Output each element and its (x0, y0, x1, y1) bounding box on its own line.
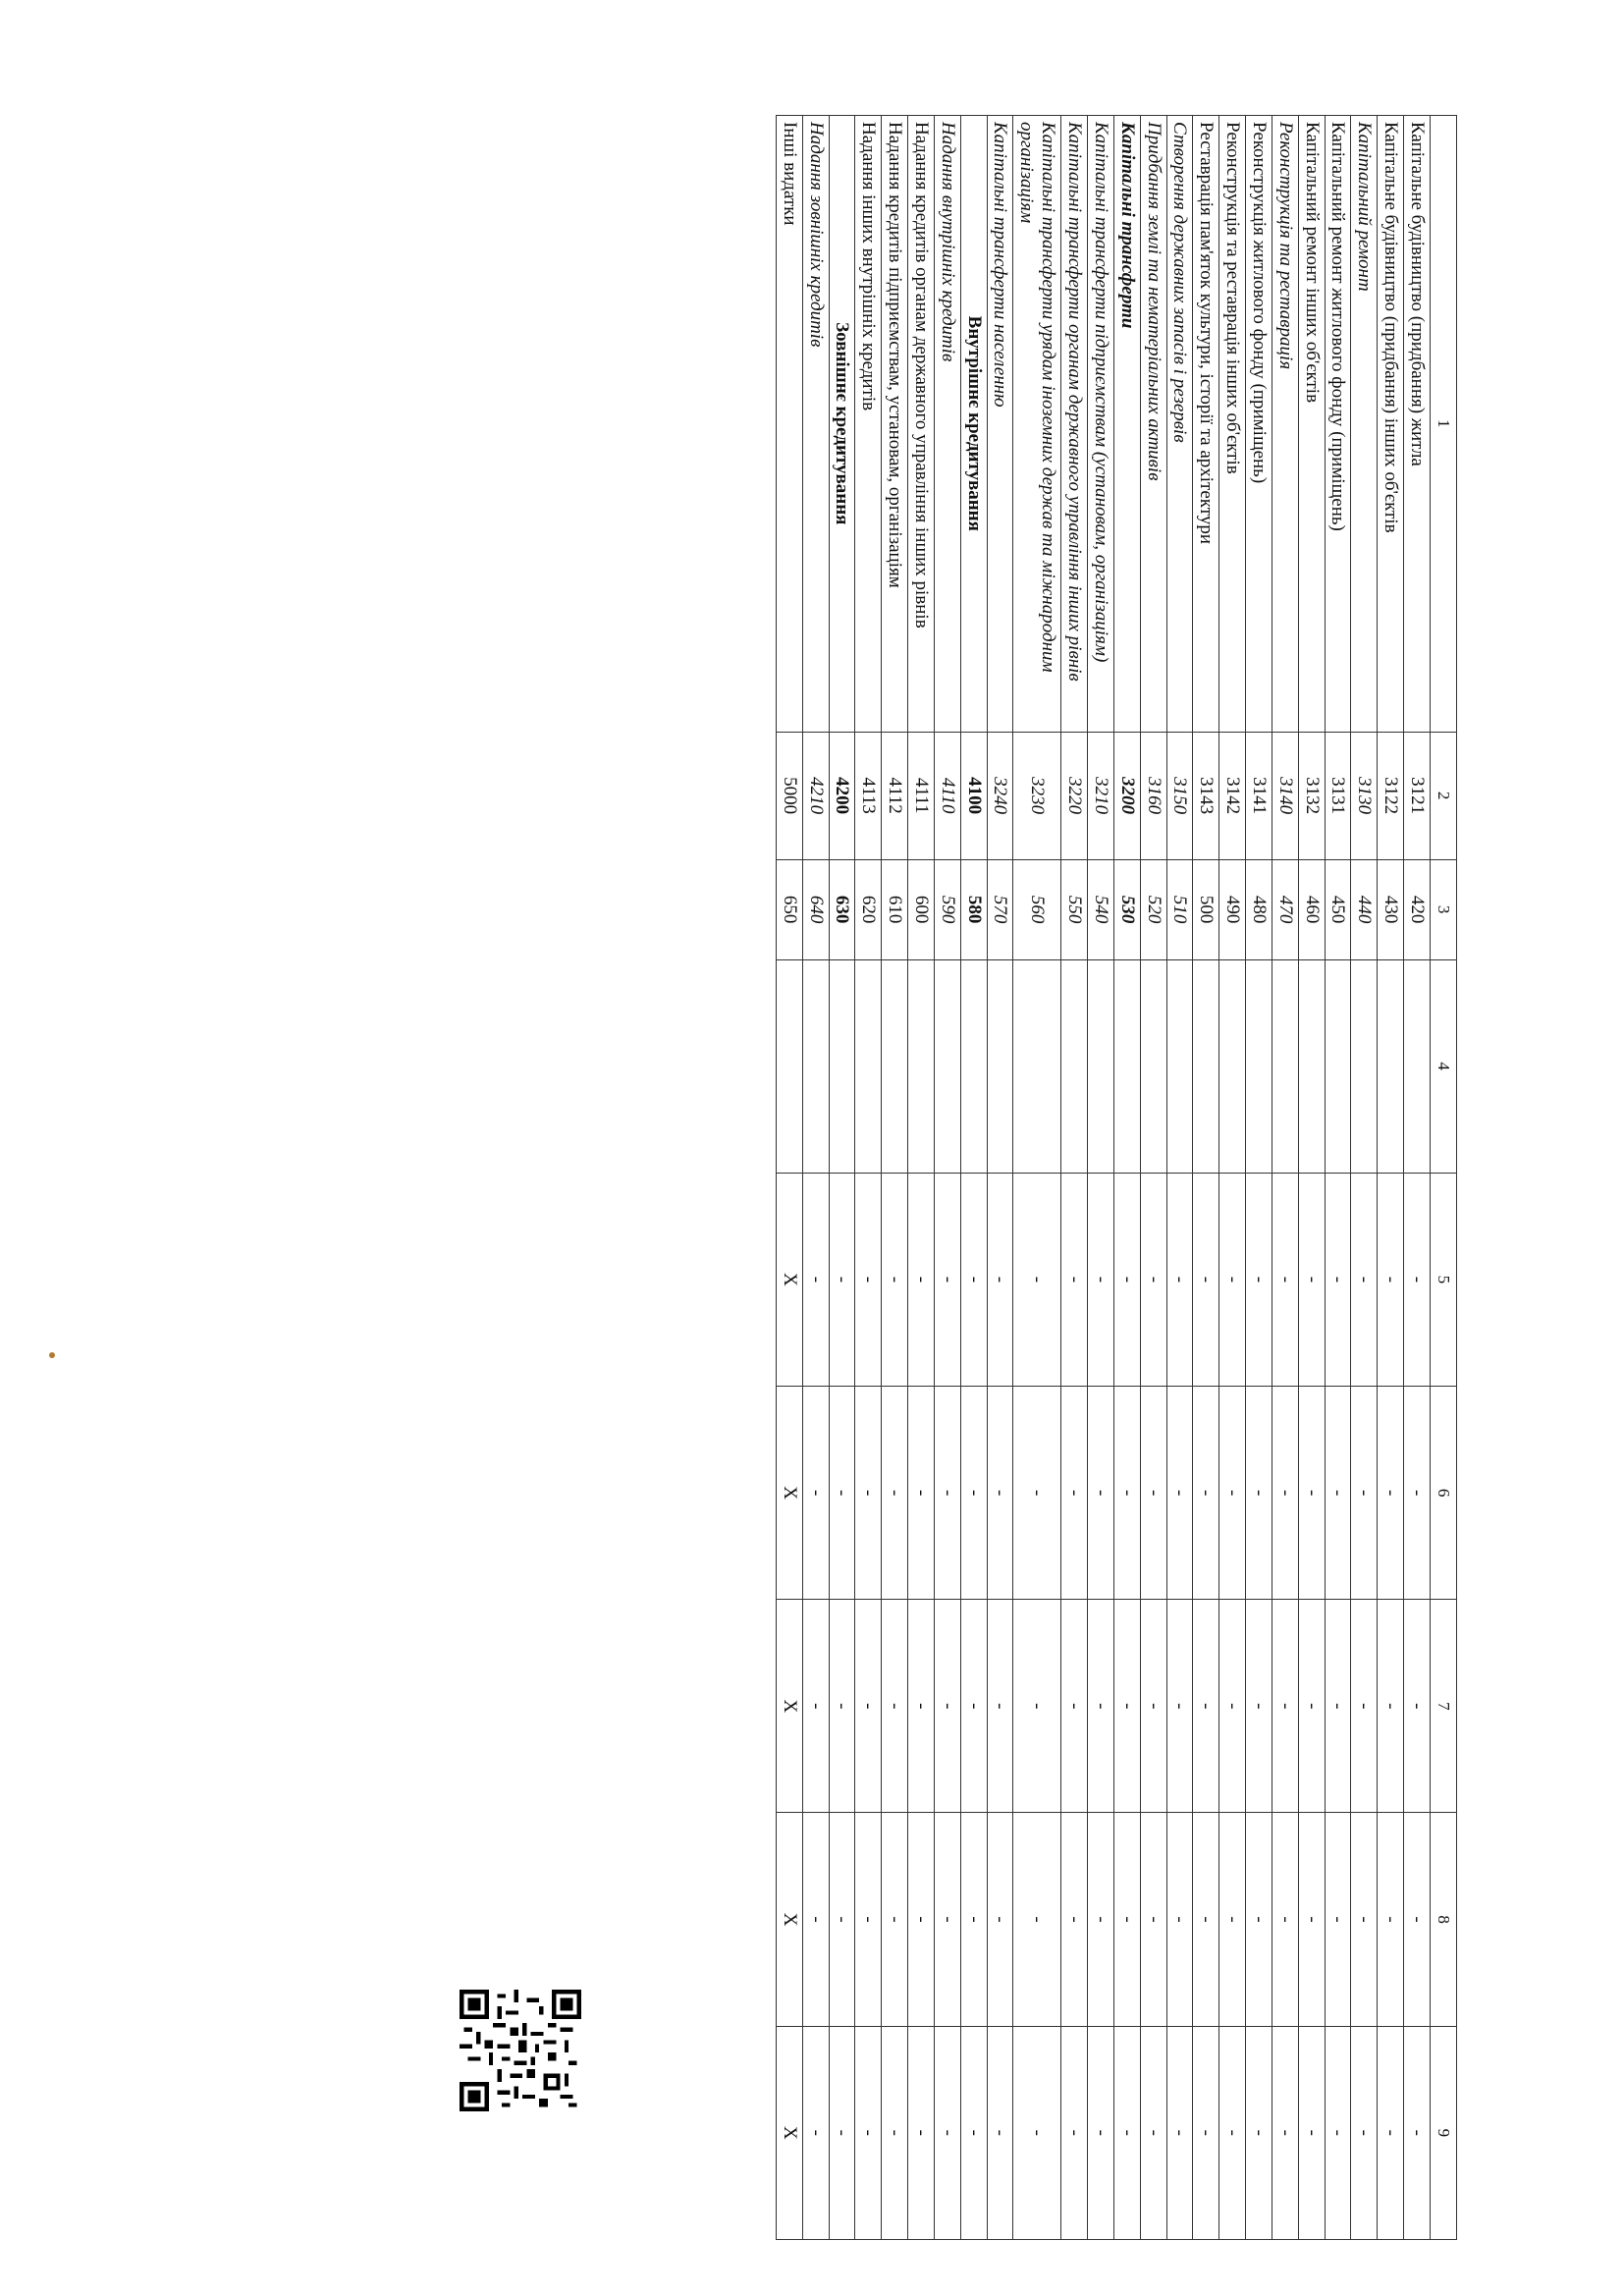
value-cell-col-8: - (1088, 1813, 1114, 2026)
value-cell-col-4 (1140, 959, 1166, 1173)
table-row (1378, 116, 1404, 2240)
value-cell-col-5: - (1166, 1173, 1193, 1386)
row-name: Надання зовнішніх кредитів (802, 116, 829, 733)
row-code: 4210 (802, 732, 829, 859)
value-cell-col-6: - (1219, 1386, 1246, 1599)
value-cell-col-4 (987, 959, 1013, 1173)
value-cell-col-9: - (960, 2026, 987, 2239)
table-row (1325, 116, 1351, 2240)
value-cell-col-5: - (855, 1173, 882, 1386)
row-name: Капітальне будівництво (придбання) інших об'єктів (1378, 116, 1404, 733)
row-code: 4112 (882, 732, 908, 859)
value-cell-col-6: X (776, 1386, 802, 1599)
value-cell-col-5: - (1378, 1173, 1404, 1386)
value-cell-col-5: - (1013, 1173, 1061, 1386)
value-cell-col-8: - (882, 1813, 908, 2026)
value-cell-col-5: - (1298, 1173, 1325, 1386)
value-cell-col-8: - (987, 1813, 1013, 2026)
table-row (1061, 116, 1088, 2240)
table-row (1113, 116, 1140, 2240)
row-code: 3200 (1113, 732, 1140, 859)
table-row (802, 116, 829, 2240)
value-cell-col-9: - (1088, 2026, 1114, 2239)
header-cell-col-8: 8 (1431, 1813, 1457, 2026)
value-cell-col-4 (802, 959, 829, 1173)
value-cell-col-6: - (1061, 1386, 1088, 1599)
table-row (776, 116, 802, 2240)
value-cell-col-5: - (802, 1173, 829, 1386)
row-code: 3141 (1246, 732, 1272, 859)
row-name: Надання кредитів підприємствам, установам, організаціям (882, 116, 908, 733)
row-number: 510 (1166, 859, 1193, 959)
rotated-table-container (607, 115, 1457, 2240)
table-row (1298, 116, 1325, 2240)
row-name: Капітальний ремонт (1351, 116, 1378, 733)
row-code: 3131 (1325, 732, 1351, 859)
value-cell-col-9: - (802, 2026, 829, 2239)
row-code: 3122 (1378, 732, 1404, 859)
table-row (855, 116, 882, 2240)
table-row (1246, 116, 1272, 2240)
row-code: 3130 (1351, 732, 1378, 859)
row-name: Капітальний ремонт житлового фонду (приміщень) (1325, 116, 1351, 733)
value-cell-col-6: - (829, 1386, 855, 1599)
value-cell-col-7: - (1013, 1600, 1061, 1813)
value-cell-col-5: - (1325, 1173, 1351, 1386)
value-cell-col-6: - (882, 1386, 908, 1599)
value-cell-col-7: - (1088, 1600, 1114, 1813)
value-cell-col-4 (829, 959, 855, 1173)
value-cell-col-8: - (855, 1813, 882, 2026)
row-number: 550 (1061, 859, 1088, 959)
value-cell-col-8: - (829, 1813, 855, 2026)
value-cell-col-7: - (1325, 1600, 1351, 1813)
row-name: Надання інших внутрішніх кредитів (855, 116, 882, 733)
value-cell-col-9: - (1404, 2026, 1431, 2239)
value-cell-col-5: - (934, 1173, 960, 1386)
row-number: 520 (1140, 859, 1166, 959)
value-cell-col-5: - (1272, 1173, 1298, 1386)
value-cell-col-8: X (776, 1813, 802, 2026)
value-cell-col-4 (776, 959, 802, 1173)
value-cell-col-5: - (1219, 1173, 1246, 1386)
table-row (1140, 116, 1166, 2240)
value-cell-col-9: - (1246, 2026, 1272, 2239)
value-cell-col-6: - (1378, 1386, 1404, 1599)
row-code: 5000 (776, 732, 802, 859)
value-cell-col-5: X (776, 1173, 802, 1386)
value-cell-col-4 (1246, 959, 1272, 1173)
value-cell-col-7: - (960, 1600, 987, 1813)
value-cell-col-9: - (882, 2026, 908, 2239)
value-cell-col-6: - (934, 1386, 960, 1599)
value-cell-col-7: - (829, 1600, 855, 1813)
value-cell-col-4 (1351, 959, 1378, 1173)
value-cell-col-5: - (1088, 1173, 1114, 1386)
value-cell-col-5: - (1246, 1173, 1272, 1386)
value-cell-col-7: - (882, 1600, 908, 1813)
row-number: 420 (1404, 859, 1431, 959)
value-cell-col-9: - (934, 2026, 960, 2239)
row-name: Капітальні трансферти населенню (987, 116, 1013, 733)
table-row (1166, 116, 1193, 2240)
table-row (829, 116, 855, 2240)
row-code: 3240 (987, 732, 1013, 859)
row-number: 610 (882, 859, 908, 959)
header-cell-col-2: 2 (1431, 732, 1457, 859)
value-cell-col-4 (1088, 959, 1114, 1173)
table-row (1272, 116, 1298, 2240)
value-cell-col-9: - (1013, 2026, 1061, 2239)
table-row (1404, 116, 1431, 2240)
header-cell-col-5: 5 (1431, 1173, 1457, 1386)
row-name: Капітальний ремонт інших об'єктів (1298, 116, 1325, 733)
qr-code (460, 1990, 581, 2111)
value-cell-col-9: - (1166, 2026, 1193, 2239)
value-cell-col-7: - (1351, 1600, 1378, 1813)
value-cell-col-9: - (1325, 2026, 1351, 2239)
row-name: Надання кредитів органам державного управління інших рівнів (908, 116, 935, 733)
value-cell-col-9: - (1298, 2026, 1325, 2239)
value-cell-col-5: - (829, 1173, 855, 1386)
row-name: Зовнішнє кредитування (829, 116, 855, 733)
value-cell-col-4 (1013, 959, 1061, 1173)
value-cell-col-4 (1061, 959, 1088, 1173)
value-cell-col-5: - (1113, 1173, 1140, 1386)
row-number: 430 (1378, 859, 1404, 959)
row-number: 560 (1013, 859, 1061, 959)
value-cell-col-4 (882, 959, 908, 1173)
value-cell-col-5: - (882, 1173, 908, 1386)
value-cell-col-9: - (1219, 2026, 1246, 2239)
row-number: 640 (802, 859, 829, 959)
value-cell-col-6: - (908, 1386, 935, 1599)
row-name: Внутрішнє кредитування (960, 116, 987, 733)
row-name: Реконструкція житлового фонду (приміщень) (1246, 116, 1272, 733)
value-cell-col-4 (934, 959, 960, 1173)
row-number: 470 (1272, 859, 1298, 959)
row-name: Реконструкція та реставрація (1272, 116, 1298, 733)
header-cell-col-4: 4 (1431, 959, 1457, 1173)
value-cell-col-7: - (1378, 1600, 1404, 1813)
value-cell-col-9: X (776, 2026, 802, 2239)
table-header-row (1431, 116, 1457, 2240)
row-name: Капітальні трансферти органам державного управління інших рівнів (1061, 116, 1088, 733)
value-cell-col-7: - (987, 1600, 1013, 1813)
table-row (1351, 116, 1378, 2240)
row-code: 4110 (934, 732, 960, 859)
value-cell-col-6: - (1140, 1386, 1166, 1599)
value-cell-col-8: - (1113, 1813, 1140, 2026)
value-cell-col-7: - (1113, 1600, 1140, 1813)
row-number: 630 (829, 859, 855, 959)
row-number: 600 (908, 859, 935, 959)
row-name: Капітальні трансферти підприємствам (установам, організаціям) (1088, 116, 1114, 733)
value-cell-col-6: - (1404, 1386, 1431, 1599)
value-cell-col-9: - (855, 2026, 882, 2239)
row-code: 3220 (1061, 732, 1088, 859)
row-number: 500 (1193, 859, 1219, 959)
value-cell-col-4 (1378, 959, 1404, 1173)
value-cell-col-4 (1113, 959, 1140, 1173)
value-cell-col-7: X (776, 1600, 802, 1813)
row-name: Реставрація пам'яток культури, історії та архітектури (1193, 116, 1219, 733)
row-code: 3143 (1193, 732, 1219, 859)
value-cell-col-9: - (829, 2026, 855, 2239)
value-cell-col-6: - (1246, 1386, 1272, 1599)
row-number: 540 (1088, 859, 1114, 959)
value-cell-col-7: - (1246, 1600, 1272, 1813)
table-row (908, 116, 935, 2240)
value-cell-col-8: - (934, 1813, 960, 2026)
value-cell-col-8: - (1140, 1813, 1166, 2026)
value-cell-col-6: - (987, 1386, 1013, 1599)
value-cell-col-6: - (855, 1386, 882, 1599)
row-number: 480 (1246, 859, 1272, 959)
value-cell-col-6: - (1298, 1386, 1325, 1599)
row-name: Придбання землі та нематеріальних активів (1140, 116, 1166, 733)
table-row (960, 116, 987, 2240)
value-cell-col-5: - (908, 1173, 935, 1386)
value-cell-col-8: - (1193, 1813, 1219, 2026)
value-cell-col-5: - (1061, 1173, 1088, 1386)
row-name: Реконструкція та реставрація інших об'єктів (1219, 116, 1246, 733)
value-cell-col-9: - (1140, 2026, 1166, 2239)
row-name: Створення державних запасів і резервів (1166, 116, 1193, 733)
row-number: 580 (960, 859, 987, 959)
value-cell-col-5: - (1404, 1173, 1431, 1386)
row-code: 3210 (1088, 732, 1114, 859)
table-row (934, 116, 960, 2240)
value-cell-col-9: - (1061, 2026, 1088, 2239)
row-name: Інші видатки (776, 116, 802, 733)
value-cell-col-8: - (802, 1813, 829, 2026)
value-cell-col-6: - (1166, 1386, 1193, 1599)
header-cell-col-7: 7 (1431, 1600, 1457, 1813)
table-body (776, 116, 1430, 2240)
value-cell-col-6: - (1193, 1386, 1219, 1599)
value-cell-col-7: - (1219, 1600, 1246, 1813)
row-name: Надання внутрішніх кредитів (934, 116, 960, 733)
value-cell-col-7: - (1166, 1600, 1193, 1813)
row-code: 3132 (1298, 732, 1325, 859)
table-row (1013, 116, 1061, 2240)
table-row (1193, 116, 1219, 2240)
value-cell-col-9: - (1351, 2026, 1378, 2239)
value-cell-col-8: - (1404, 1813, 1431, 2026)
row-number: 530 (1113, 859, 1140, 959)
value-cell-col-8: - (1298, 1813, 1325, 2026)
value-cell-col-8: - (1351, 1813, 1378, 2026)
row-number: 460 (1298, 859, 1325, 959)
row-code: 3230 (1013, 732, 1061, 859)
value-cell-col-4 (1193, 959, 1219, 1173)
value-cell-col-6: - (1272, 1386, 1298, 1599)
row-number: 650 (776, 859, 802, 959)
value-cell-col-7: - (1298, 1600, 1325, 1813)
value-cell-col-7: - (934, 1600, 960, 1813)
value-cell-col-4 (1219, 959, 1246, 1173)
budget-table (776, 115, 1457, 2240)
value-cell-col-8: - (1013, 1813, 1061, 2026)
value-cell-col-4 (1298, 959, 1325, 1173)
row-code: 3140 (1272, 732, 1298, 859)
row-code: 4100 (960, 732, 987, 859)
value-cell-col-9: - (987, 2026, 1013, 2239)
value-cell-col-8: - (1325, 1813, 1351, 2026)
value-cell-col-7: - (908, 1600, 935, 1813)
value-cell-col-9: - (1378, 2026, 1404, 2239)
row-number: 440 (1351, 859, 1378, 959)
value-cell-col-7: - (1404, 1600, 1431, 1813)
value-cell-col-4 (1272, 959, 1298, 1173)
table-row (987, 116, 1013, 2240)
value-cell-col-7: - (1140, 1600, 1166, 1813)
value-cell-col-5: - (1193, 1173, 1219, 1386)
value-cell-col-6: - (1088, 1386, 1114, 1599)
value-cell-col-4 (1166, 959, 1193, 1173)
value-cell-col-9: - (1193, 2026, 1219, 2239)
row-name: Капітальне будівництво (придбання) житла (1404, 116, 1431, 733)
value-cell-col-7: - (1272, 1600, 1298, 1813)
value-cell-col-4 (960, 959, 987, 1173)
table-row (1219, 116, 1246, 2240)
value-cell-col-8: - (1246, 1813, 1272, 2026)
row-number: 570 (987, 859, 1013, 959)
value-cell-col-8: - (908, 1813, 935, 2026)
value-cell-col-5: - (1351, 1173, 1378, 1386)
value-cell-col-6: - (1351, 1386, 1378, 1599)
value-cell-col-8: - (1378, 1813, 1404, 2026)
header-cell-col-6: 6 (1431, 1386, 1457, 1599)
value-cell-col-9: - (908, 2026, 935, 2239)
row-code: 3142 (1219, 732, 1246, 859)
value-cell-col-4 (855, 959, 882, 1173)
value-cell-col-7: - (1193, 1600, 1219, 1813)
row-number: 490 (1219, 859, 1246, 959)
row-name: Капітальні трансферти урядам іноземних держав та міжнародним організаціям (1013, 116, 1061, 733)
row-code: 3121 (1404, 732, 1431, 859)
value-cell-col-6: - (1325, 1386, 1351, 1599)
table-row (882, 116, 908, 2240)
value-cell-col-4 (1404, 959, 1431, 1173)
header-cell-col-9: 9 (1431, 2026, 1457, 2239)
value-cell-col-6: - (960, 1386, 987, 1599)
value-cell-col-8: - (1272, 1813, 1298, 2026)
header-cell-col-1: 1 (1431, 116, 1457, 733)
value-cell-col-5: - (1140, 1173, 1166, 1386)
row-code: 4111 (908, 732, 935, 859)
header-cell-col-3: 3 (1431, 859, 1457, 959)
value-cell-col-6: - (802, 1386, 829, 1599)
value-cell-col-7: - (1061, 1600, 1088, 1813)
value-cell-col-8: - (1219, 1813, 1246, 2026)
row-code: 4200 (829, 732, 855, 859)
value-cell-col-8: - (960, 1813, 987, 2026)
value-cell-col-4 (908, 959, 935, 1173)
row-number: 590 (934, 859, 960, 959)
value-cell-col-7: - (855, 1600, 882, 1813)
row-number: 620 (855, 859, 882, 959)
row-number: 450 (1325, 859, 1351, 959)
value-cell-col-8: - (1061, 1813, 1088, 2026)
ink-speck (49, 1352, 55, 1358)
table-row (1088, 116, 1114, 2240)
row-code: 3150 (1166, 732, 1193, 859)
value-cell-col-9: - (1272, 2026, 1298, 2239)
value-cell-col-7: - (802, 1600, 829, 1813)
row-code: 3160 (1140, 732, 1166, 859)
value-cell-col-5: - (960, 1173, 987, 1386)
value-cell-col-4 (1325, 959, 1351, 1173)
value-cell-col-6: - (1013, 1386, 1061, 1599)
value-cell-col-8: - (1166, 1813, 1193, 2026)
value-cell-col-6: - (1113, 1386, 1140, 1599)
value-cell-col-5: - (987, 1173, 1013, 1386)
row-code: 4113 (855, 732, 882, 859)
value-cell-col-9: - (1113, 2026, 1140, 2239)
row-name: Капітальні трансферти (1113, 116, 1140, 733)
